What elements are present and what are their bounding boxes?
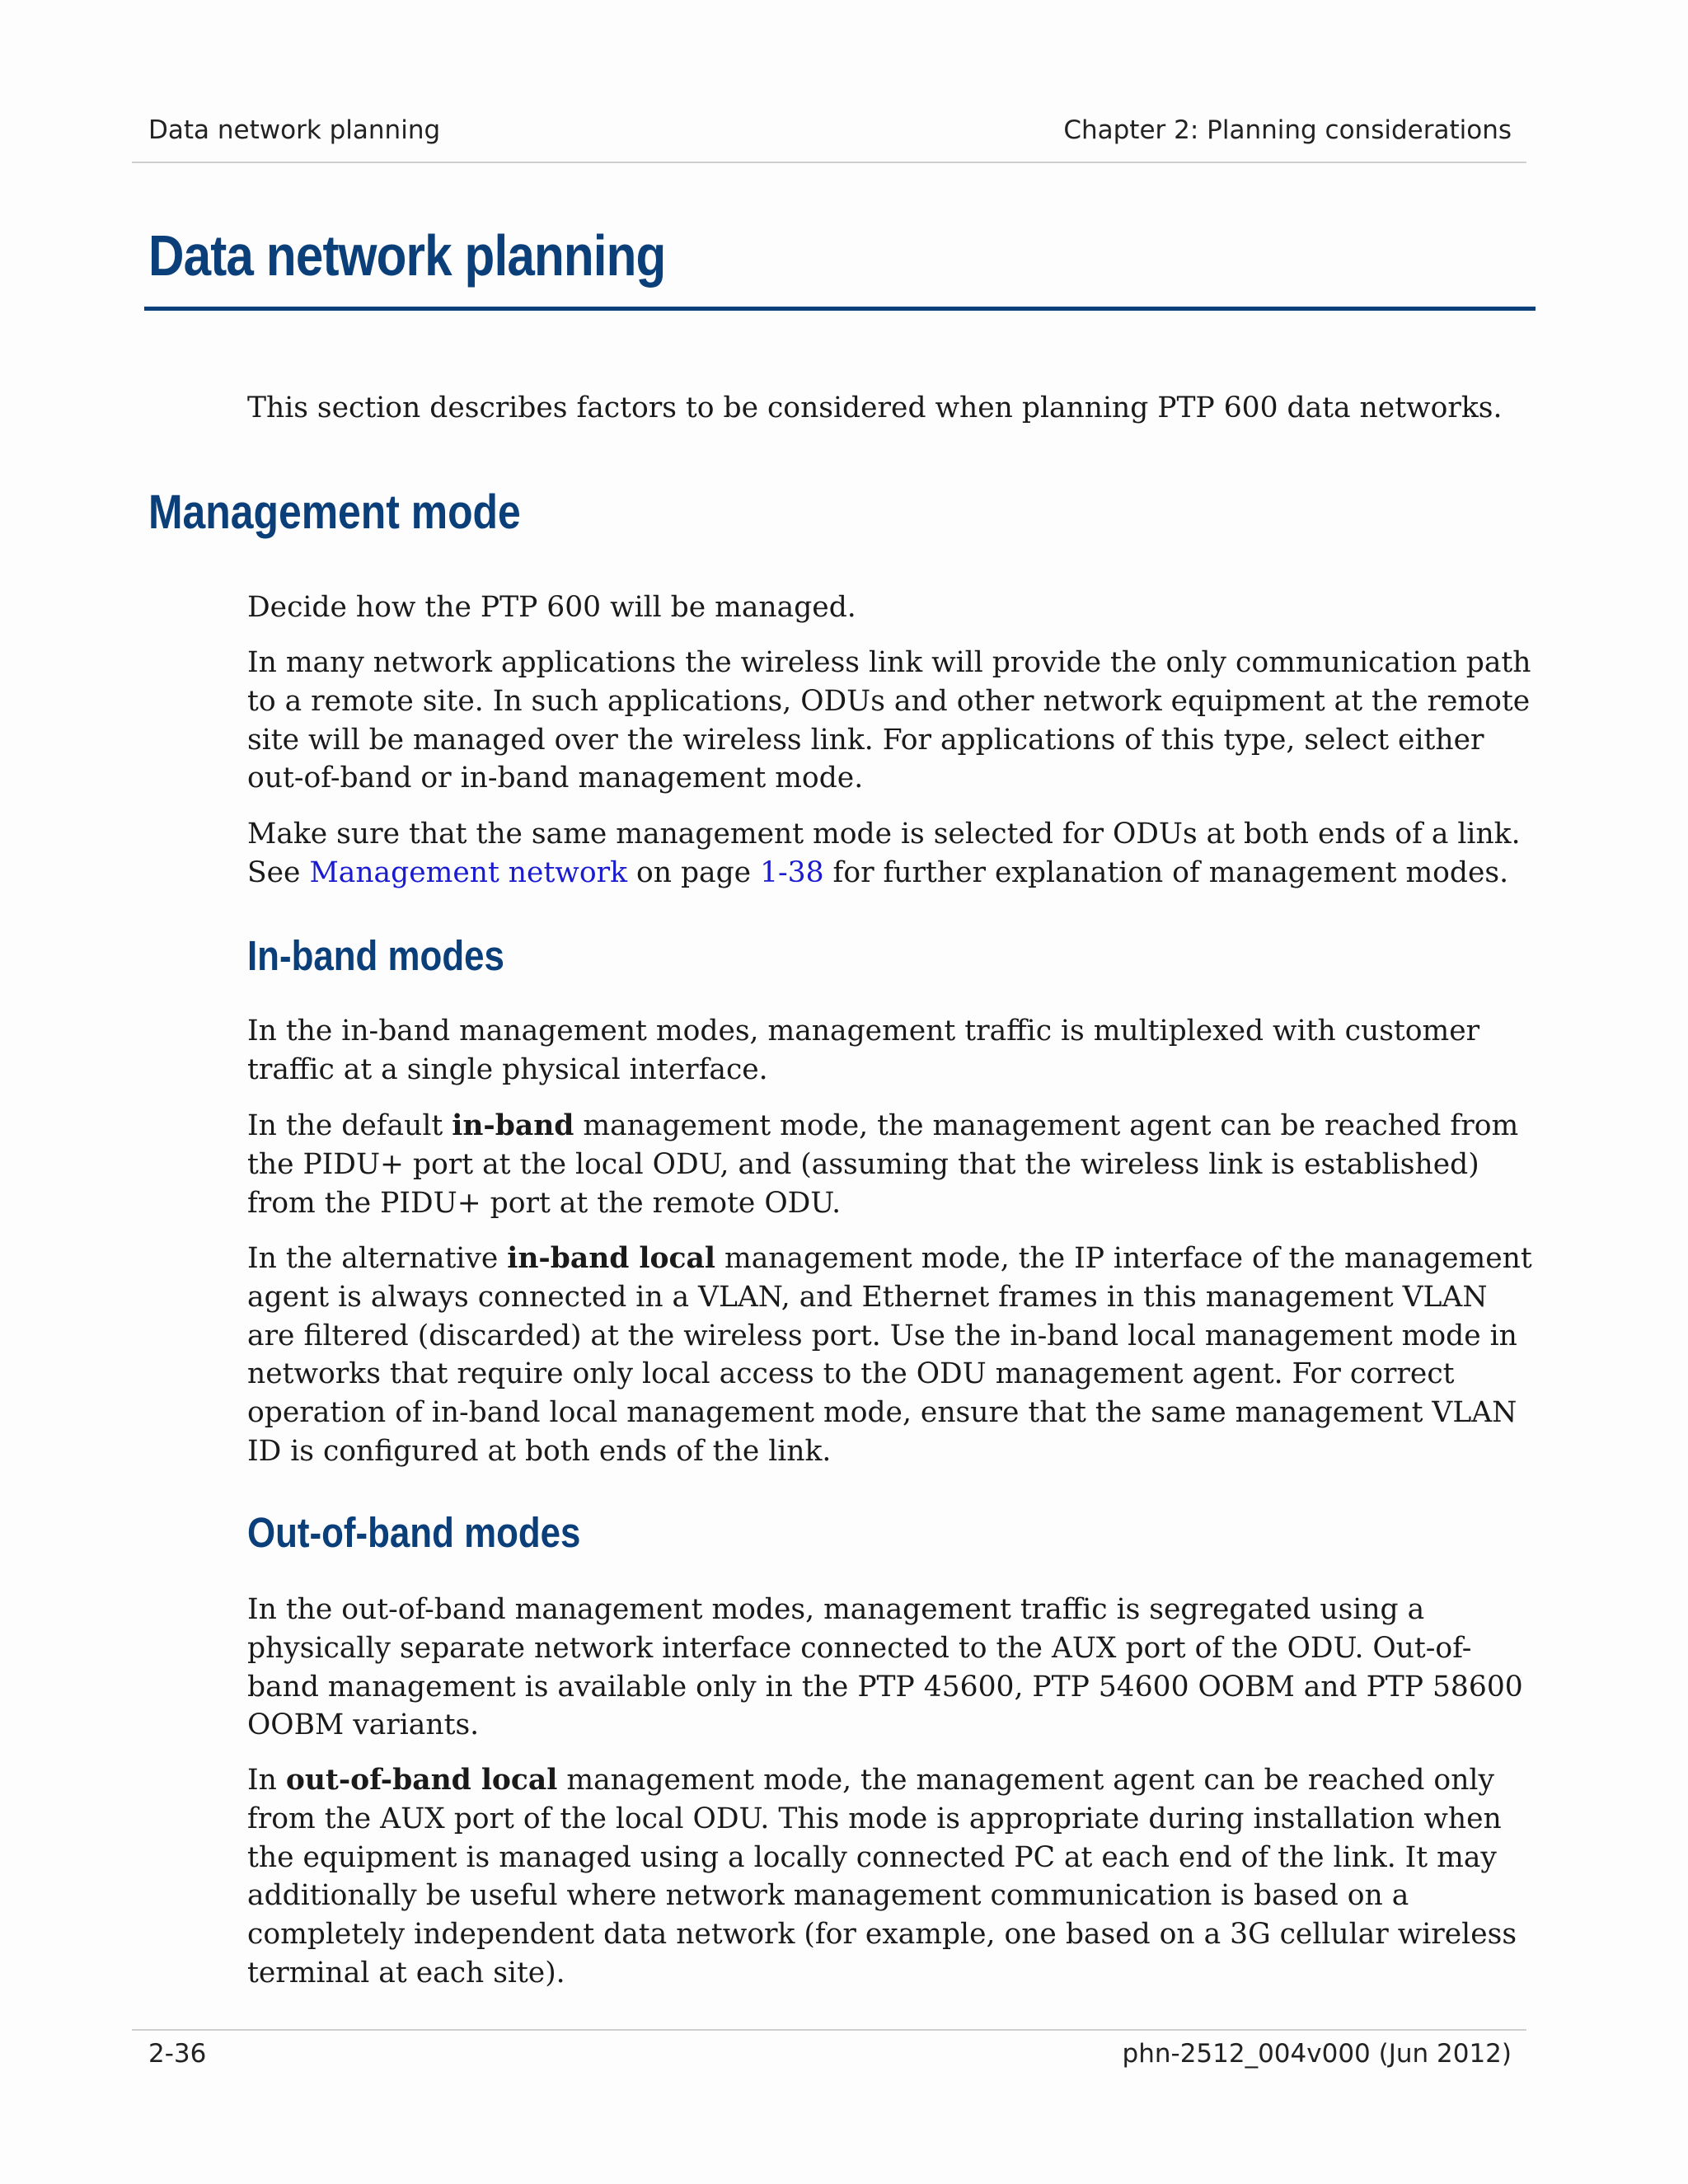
management-network-link[interactable]: Management network (309, 855, 628, 889)
heading-management-mode: Management mode (148, 485, 521, 539)
management-mode-paragraph-1: Decide how the PTP 600 will be managed. (247, 591, 856, 624)
in-band-paragraph-3: In the alternative in-band local management mode, the IP interface of the management agent is always connected in a VLAN, and Ethernet frames in this management VLAN are filtered (discarded) at the wireless port. Use the in-band local management mode in networks that require only local access to the ODU management agent. For correct operation of in-band local management mode, ensure that the same management VLAN ID is configured at both ends of the link. (247, 1242, 1532, 1468)
title-underline (144, 307, 1536, 311)
in-band-paragraph-2: In the default in-band management mode, the management agent can be reached from the PIDU+ port at the local ODU, and (assuming that the wireless link is established) from the PIDU+ port at the remote ODU. (247, 1109, 1519, 1220)
heading-in-band-modes: In-band modes (247, 932, 504, 979)
running-header-section: Data network planning (148, 115, 441, 145)
footer-divider (132, 2029, 1526, 2031)
out-of-band-paragraph-1: In the out-of-band management modes, management traffic is segregated using a physically separate network interface connected to the AUX port of the ODU. Out-of-band management is available only in the PTP 45600, PTP 54600 OOBM and PTP 58600 OOBM variants. (247, 1593, 1523, 1742)
document-id: phn-2512_004v000 (Jun 2012) (1122, 2039, 1512, 2069)
page-reference-link[interactable]: 1-38 (760, 855, 824, 889)
management-mode-paragraph-2: In many network applications the wireless link will provide the only communication path to a remote site. In such applications, ODUs and other network equipment at the remote site will be managed over the wireless link. For applications of this type, select either out-of-band or in-band management mode. (247, 646, 1531, 795)
running-header-chapter: Chapter 2: Planning considerations (1063, 115, 1512, 145)
in-band-paragraph-1: In the in-band management modes, management traffic is multiplexed with customer traffic at a single physical interface. (247, 1015, 1480, 1086)
header-divider (132, 162, 1526, 163)
management-mode-paragraph-3: Make sure that the same management mode is selected for ODUs at both ends of a link. See Management network on page 1-38 for further explanation of management modes. (247, 818, 1521, 889)
heading-out-of-band-modes: Out-of-band modes (247, 1509, 581, 1556)
page-title: Data network planning (148, 223, 666, 288)
out-of-band-paragraph-2: In out-of-band local management mode, the management agent can be reached only from the AUX port of the local ODU. This mode is appropriate during installation when the equipment is managed using a locally connected PC at each end of the link. It may additionally be useful where network management communication is based on a completely independent data network (for example, one based on a 3G cellular wireless terminal at each site). (247, 1764, 1517, 1990)
page-number: 2-36 (148, 2039, 207, 2069)
intro-paragraph: This section describes factors to be considered when planning PTP 600 data networks. (247, 391, 1503, 424)
